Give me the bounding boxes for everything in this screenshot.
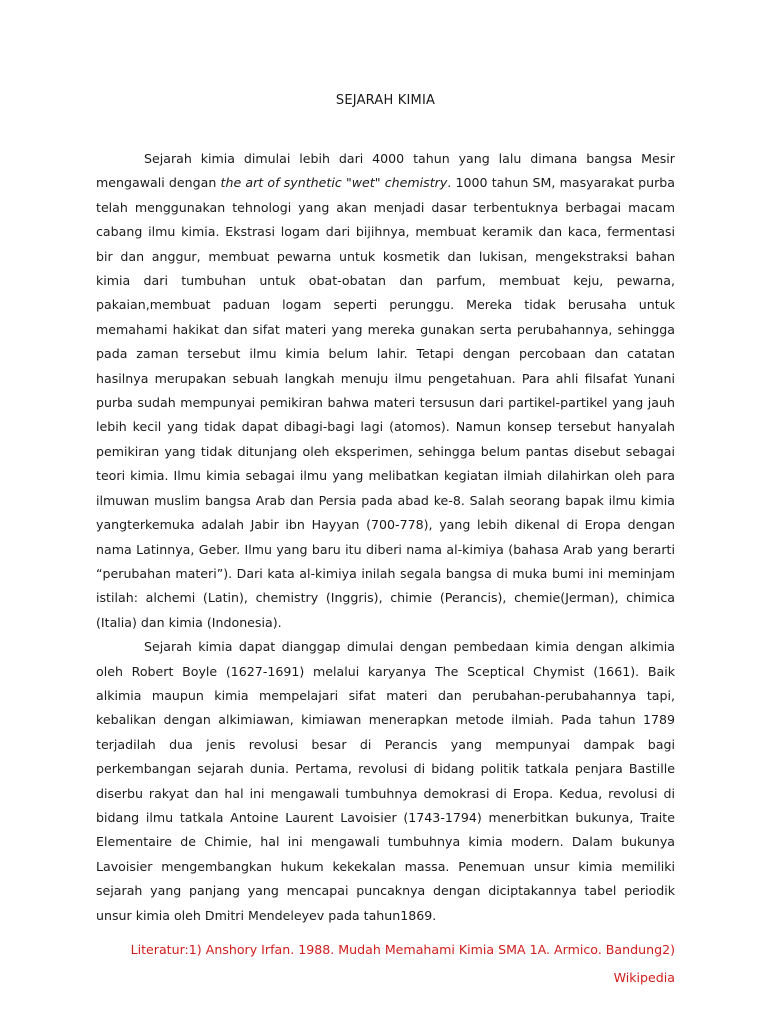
paragraph-2: Sejarah kimia dapat dianggap dimulai dengan pembedaan kimia dengan alkimia oleh Robert Boyle (1627-1691) melalui karyanya The Sceptical Chymist (1661). Baik alkimia maupun kimia mempelajari sifat materi dan perubahan-perubahannya tapi, kebalikan dengan alkimiawan, kimiawan menerapkan metode ilmiah. Pada tahun 1789 terjadilah dua jenis revolusi besar di Perancis yang mempunyai dampak bagi perkembangan sejarah dunia. Pertama, revolusi di bidang politik tatkala penjara Bastille diserbu rakyat dan hal ini mengawali tumbuhnya demokrasi di Eropa. Kedua, revolusi di bidang ilmu tatkala Antoine Laurent Lavoisier (1743-1794) menerbitkan bukunya, Traite Elementaire de Chimie, hal ini mengawali tumbuhnya kimia modern. Dalam bukunya Lavoisier mengembangkan hukum kekekalan massa. Penemuan unsur kimia memiliki sejarah yang panjang yang mencapai puncaknya dengan diciptakannya tabel periodik unsur kimia oleh Dmitri Mendeleyev pada tahun1869. [96,639,675,923]
references [96,936,675,992]
paragraph-1-italic: the art of synthetic "wet" chemistry [220,175,448,191]
paragraph-1-text-b: . 1000 tahun SM, masyarakat purba telah menggunakan tehnologi yang akan menjadi dasar terbentuknya berbagai macam cabang ilmu kimia. Ekstrasi logam dari bijihnya, membuat keramik dan kaca, fermentasi bir dan anggur, membuat pewarna untuk kosmetik dan lukisan, mengekstraksi bahan kimia dari tumbuhan untuk obat-obatan dan parfum, membuat keju, pewarna, pakaian,membuat paduan logam seperti perunggu. Mereka tidak berusaha untuk memahami hakikat dan sifat materi yang mereka gunakan serta perubahannya, sehingga pada zaman tersebut ilmu kimia belum lahir. Tetapi dengan percobaan dan catatan hasilnya merupakan sebuah langkah menuju ilmu pengetahuan. Para ahli filsafat Yunani purba sudah mempunyai pemikiran bahwa materi tersusun dari partikel-partikel yang jauh lebih kecil yang tidak dapat dibagi-bagi lagi (atomos). Namun konsep tersebut hanyalah pemikiran yang tidak ditunjang oleh eksperimen, sehingga belum pantas disebut sebagai teori kimia. Ilmu kimia sebagai ilmu yang melibatkan kegiatan ilmiah dilahirkan oleh para ilmuwan muslim bangsa Arab dan Persia pada abad ke-8. Salah seorang bapak ilmu kimia yangterkemuka adalah Jabir ibn Hayyan (700-778), yang lebih dikenal di Eropa dengan nama Latinnya, Geber. Ilmu yang baru itu diberi nama al-kimiya (bahasa Arab yang berarti “perubahan materi”). Dari kata al-kimiya inilah segala bangsa di muka bumi ini meminjam istilah: alchemi (Latin), chemistry (Inggris), chimie (Perancis), chemie(Jerman), chimica (Italia) dan kimia (Indonesia). [96,175,675,630]
paragraph-1 [96,147,675,635]
reference-line-1: Literatur:1) Anshory Irfan. 1988. Mudah Memahami Kimia SMA 1A. Armico. Bandung2) [130,942,675,957]
document-body [96,147,675,928]
document-title: SEJARAH KIMIA [335,93,436,108]
reference-line-2: Wikipedia [613,970,675,985]
document-page [96,0,675,1024]
paragraph-1-text-a: Sejarah kimia dimulai lebih dari 4000 tahun yang lalu dimana bangsa Mesir mengawali dengan [96,151,675,191]
